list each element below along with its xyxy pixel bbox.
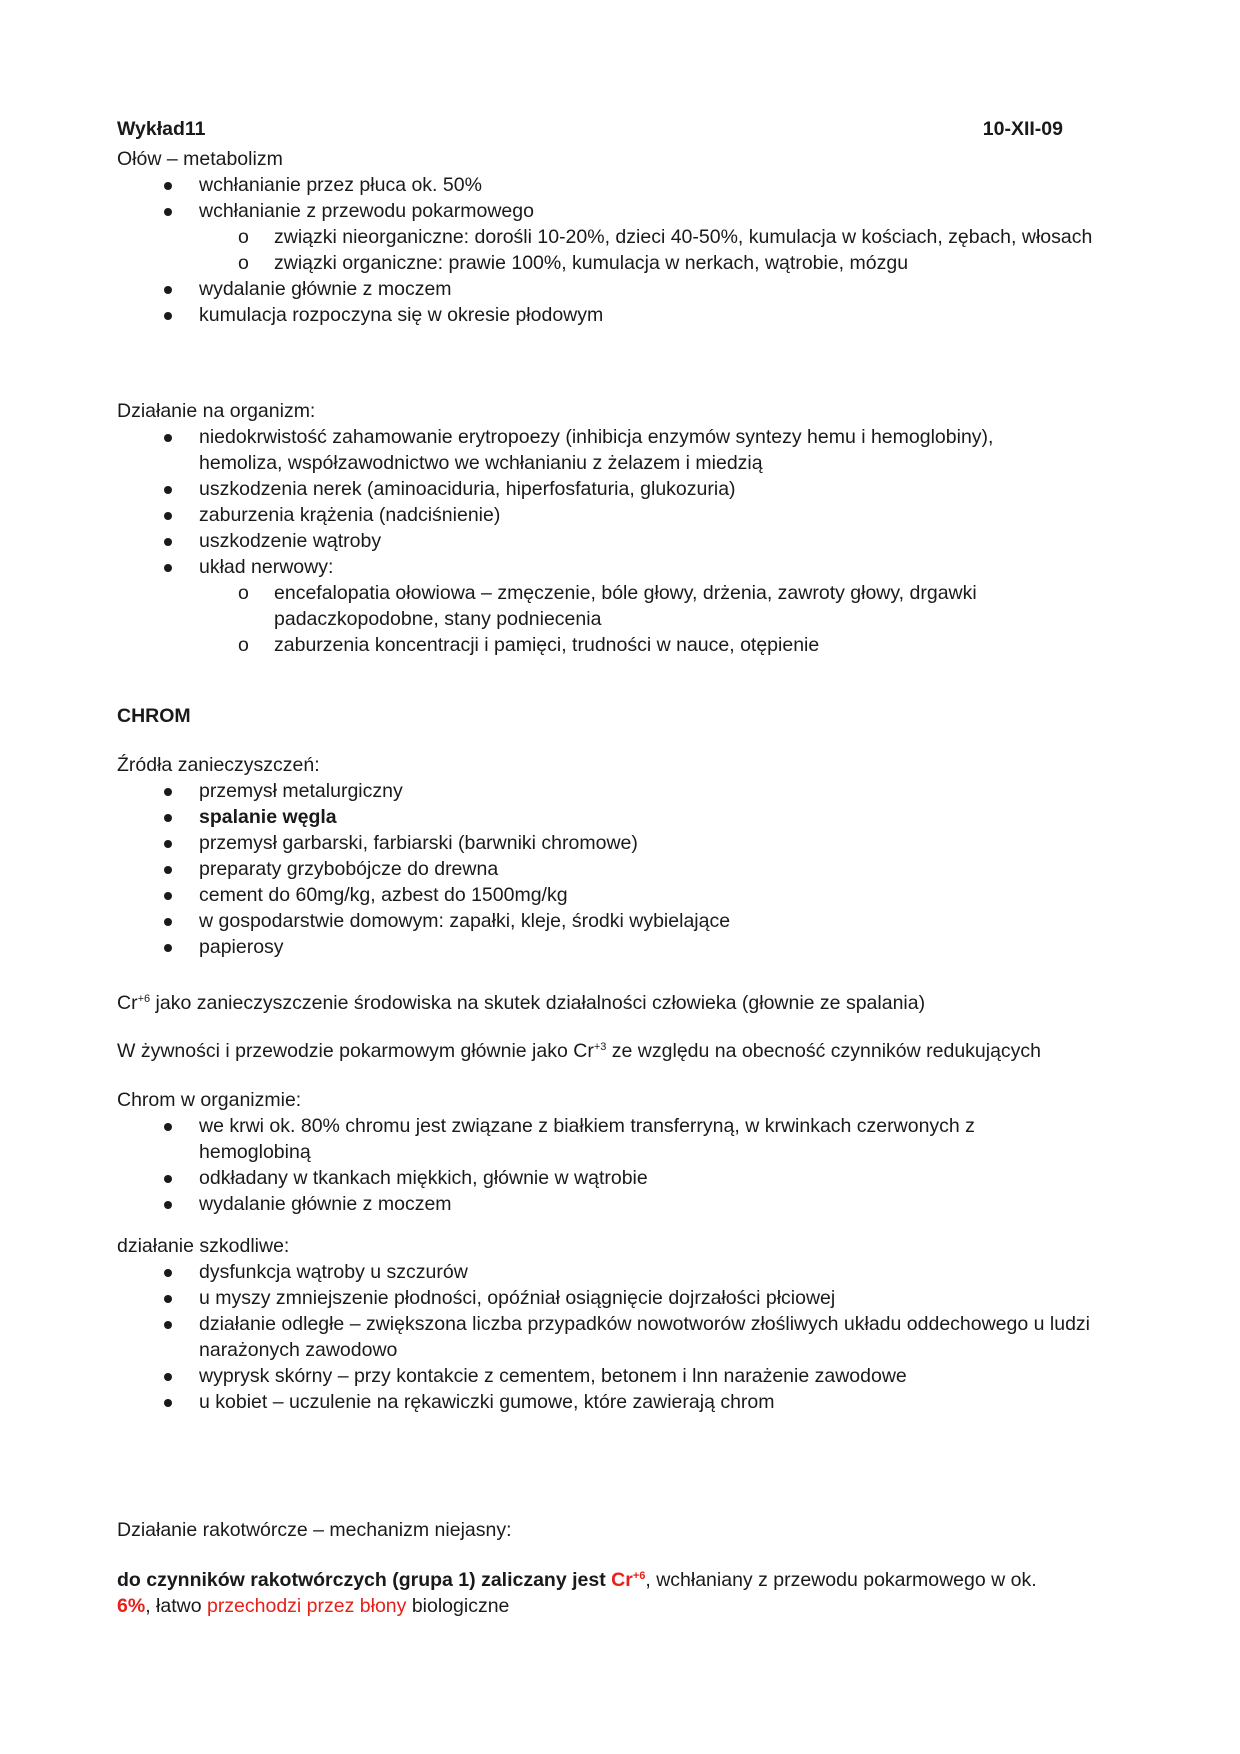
zrodla-section xyxy=(117,752,1117,960)
szkodliwe-list xyxy=(117,1259,1117,1415)
list-item: cement do 60mg/kg, azbest do 1500mg/kg xyxy=(117,882,1117,908)
olow-list-2 xyxy=(117,276,1117,328)
document-header xyxy=(117,118,1063,144)
dzialanie-heading: Działanie na organizm: xyxy=(117,400,316,422)
organizm-heading: Chrom w organizmie: xyxy=(117,1089,302,1111)
szkodliwe-heading: działanie szkodliwe: xyxy=(117,1235,290,1257)
bullet-icon xyxy=(164,1123,172,1131)
dzialanie-list xyxy=(117,424,1117,580)
bullet-icon xyxy=(164,1175,172,1183)
bullet-icon xyxy=(164,286,172,294)
bullet-icon xyxy=(164,1399,172,1407)
bullet-icon xyxy=(164,1201,172,1209)
olow-list xyxy=(117,172,1117,224)
bullet-icon xyxy=(164,512,172,520)
sub-list-item: o związki organiczne: prawie 100%, kumulacja w nerkach, wątrobie, mózgu xyxy=(238,252,909,274)
rakotworcze-section xyxy=(117,1517,1117,1543)
bullet-icon xyxy=(164,208,172,216)
list-item: wyprysk skórny – przy kontakcie z cementem, betonem i lnn narażenie zawodowe xyxy=(117,1363,1117,1389)
list-item: zaburzenia krążenia (nadciśnienie) xyxy=(117,502,1117,528)
list-item: dysfunkcja wątroby u szczurów xyxy=(117,1259,1117,1285)
circle-bullet-icon: o xyxy=(238,634,249,656)
bullet-icon xyxy=(164,1295,172,1303)
bullet-icon xyxy=(164,182,172,190)
bullet-icon xyxy=(164,944,172,952)
bullet-icon xyxy=(164,892,172,900)
lecture-date: 10-XII-09 xyxy=(982,118,1063,140)
olow-heading: Ołów – metabolizm xyxy=(117,148,283,170)
list-item: przemysł garbarski, farbiarski (barwniki chromowe) xyxy=(117,830,1117,856)
bullet-icon xyxy=(164,840,172,848)
list-item: działanie odległe – zwiększona liczba przypadków nowotworów złośliwych układu oddechowego u ludzi narażonych zawodowo xyxy=(117,1311,1134,1363)
olow-sublist xyxy=(117,224,1117,276)
chrom-section xyxy=(117,703,1117,729)
list-item: spalanie węgla xyxy=(117,804,1117,830)
bullet-icon xyxy=(164,814,172,822)
organizm-list xyxy=(117,1113,1117,1217)
bullet-icon xyxy=(164,538,172,546)
list-item: przemysł metalurgiczny xyxy=(117,778,1117,804)
bullet-icon xyxy=(164,564,172,572)
list-item: wchłanianie z przewodu pokarmowego xyxy=(117,198,1117,224)
list-item: uszkodzenie wątroby xyxy=(117,528,1117,554)
dzialanie-section xyxy=(117,398,1117,658)
circle-bullet-icon: o xyxy=(238,582,249,604)
list-item: w gospodarstwie domowym: zapałki, kleje, środki wybielające xyxy=(117,908,1117,934)
list-item: papierosy xyxy=(117,934,1117,960)
bullet-icon xyxy=(164,434,172,442)
bullet-icon xyxy=(164,1269,172,1277)
lecture-title: Wykład11 xyxy=(117,118,206,140)
list-item: wydalanie głównie z moczem xyxy=(117,276,1117,302)
sub-list-item: o encefalopatia ołowiowa – zmęczenie, bóle głowy, drżenia, zawroty głowy, drgawki padaczkopodobne, stany podniecenia xyxy=(238,582,977,630)
list-item: wchłanianie przez płuca ok. 50% xyxy=(117,172,1117,198)
olow-section xyxy=(117,146,1117,328)
cr3-paragraph: W żywności i przewodzie pokarmowym głównie jako $Cr^{+3}$ ze względu na obecność czynników redukujących xyxy=(117,1040,1042,1062)
bullet-icon xyxy=(164,486,172,494)
sub-list-item: o zaburzenia koncentracji i pamięci, trudności w nauce, otępienie xyxy=(238,634,820,656)
sub-list-item: o związki nieorganiczne: dorośli 10-20%, dzieci 40-50%, kumulacja w kościach, zębach, włosach xyxy=(238,226,1093,248)
circle-bullet-icon: o xyxy=(238,226,249,248)
rakotworcze-heading: Działanie rakotwórcze – mechanizm niejasny: xyxy=(117,1519,512,1541)
list-item: układ nerwowy: xyxy=(117,554,1117,580)
organizm-section xyxy=(117,1087,1117,1217)
chrom-heading: CHROM xyxy=(117,705,191,727)
zrodla-heading: Źródła zanieczyszczeń: xyxy=(117,754,320,776)
bullet-icon xyxy=(164,312,172,320)
rakotworcze-paragraph: do czynników rakotwórczych (grupa 1) zaliczany jest $Cr^{+6}$, wchłaniany z przewodu pokarmowego w ok. 6%, łatwo przechodzi przez błony biologiczne xyxy=(117,1569,1037,1617)
dzialanie-sublist xyxy=(117,580,1117,658)
bullet-icon xyxy=(164,918,172,926)
list-item: we krwi ok. 80% chromu jest związane z białkiem transferryną, w krwinkach czerwonych z hemoglobiną xyxy=(117,1113,1059,1165)
list-item: wydalanie głównie z moczem xyxy=(117,1191,1117,1217)
list-item: kumulacja rozpoczyna się w okresie płodowym xyxy=(117,302,1117,328)
circle-bullet-icon: o xyxy=(238,252,249,274)
bullet-icon xyxy=(164,788,172,796)
list-item: u myszy zmniejszenie płodności, opóźniał osiągnięcie dojrzałości płciowej xyxy=(117,1285,1117,1311)
list-item: niedokrwistość zahamowanie erytropoezy (inhibicja enzymów syntezy hemu i hemoglobiny), hemoliza, współzawodnictwo we wchłanianiu z żelazem i miedzią xyxy=(117,424,1059,476)
list-item: u kobiet – uczulenie na rękawiczki gumowe, które zawierają chrom xyxy=(117,1389,1117,1415)
list-item: uszkodzenia nerek (aminoaciduria, hiperfosfaturia, glukozuria) xyxy=(117,476,1117,502)
zrodla-list xyxy=(117,778,1117,960)
bullet-icon xyxy=(164,1321,172,1329)
list-item: preparaty grzybobójcze do drewna xyxy=(117,856,1117,882)
bullet-icon xyxy=(164,1373,172,1381)
cr6-paragraph: $Cr^{+6}$ jako zanieczyszczenie środowiska na skutek działalności człowieka (głownie ze spalania) xyxy=(117,992,926,1014)
list-item: odkładany w tkankach miękkich, głównie w wątrobie xyxy=(117,1165,1117,1191)
bullet-icon xyxy=(164,866,172,874)
szkodliwe-section xyxy=(117,1233,1117,1415)
